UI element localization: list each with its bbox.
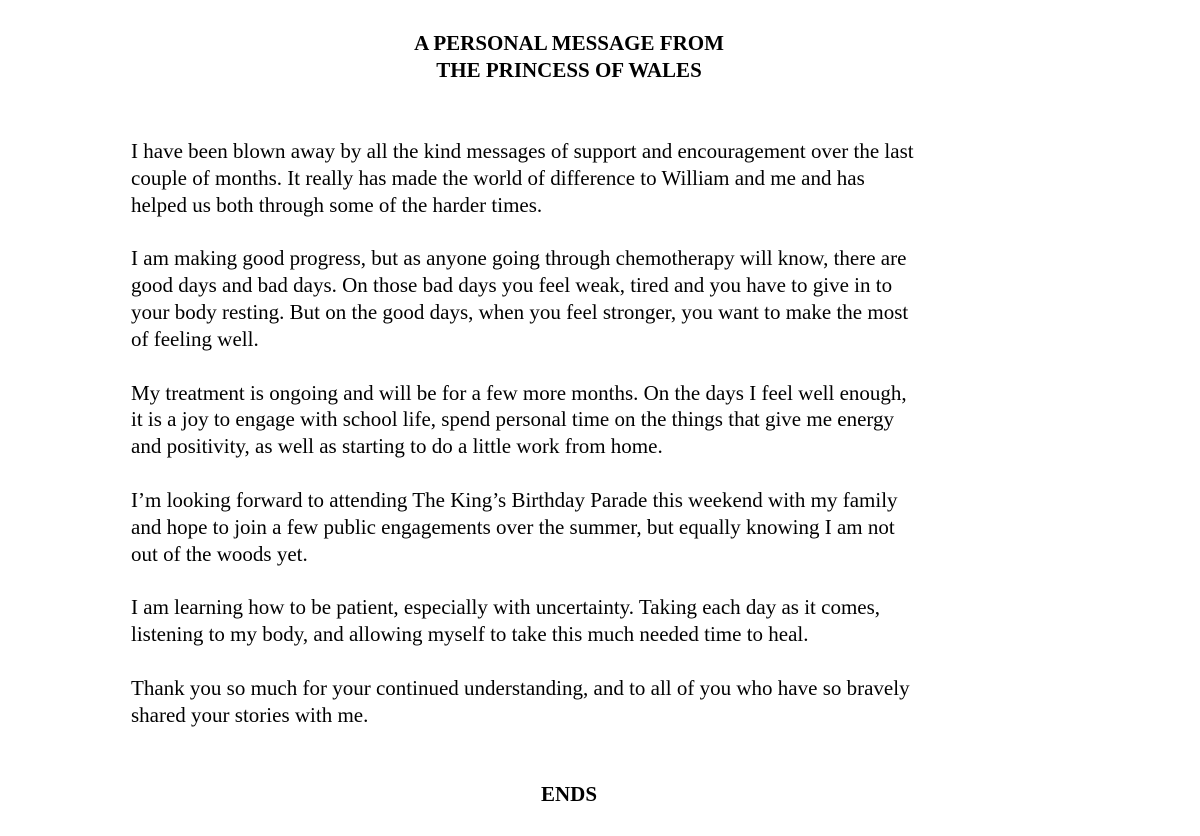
text-line: shared your stories with me. [131, 702, 369, 727]
document-title [0, 30, 1138, 84]
message-body [131, 138, 1011, 756]
text-line: and positivity, as well as starting to do a little work from home. [131, 434, 663, 459]
text-line: I’m looking forward to attending The King’s Birthday Parade this weekend with my family [131, 487, 898, 512]
text-line: your body resting. But on the good days, when you feel stronger, you want to make the most [131, 299, 909, 324]
text-line: I am making good progress, but as anyone going through chemotherapy will know, there are [131, 246, 907, 271]
text-line: of feeling well. [131, 326, 259, 351]
text-line: good days and bad days. On those bad days you feel weak, tired and you have to give in to [131, 273, 893, 298]
text-line: helped us both through some of the harder times. [131, 192, 543, 217]
text-line: out of the woods yet. [131, 541, 308, 566]
text-line: couple of months. It really has made the world of difference to William and me and has [131, 165, 865, 190]
text-line: and hope to join a few public engagements over the summer, but equally knowing I am not [131, 514, 895, 539]
paragraph-4 [131, 487, 1011, 567]
paragraph-6 [131, 675, 1011, 729]
title-line: A PERSONAL MESSAGE FROM [414, 31, 724, 55]
text-line: it is a joy to engage with school life, spend personal time on the things that give me energy [131, 407, 895, 432]
text-line: Thank you so much for your continued understanding, and to all of you who have so bravely [131, 675, 910, 700]
ends-marker: ENDS [540, 782, 598, 806]
paragraph-3 [131, 380, 1011, 460]
title-line: THE PRINCESS OF WALES [436, 58, 702, 82]
text-line: I am learning how to be patient, especially with uncertainty. Taking each day as it comes, [131, 595, 881, 620]
paragraph-1 [131, 138, 1011, 218]
text-line: I have been blown away by all the kind messages of support and encouragement over the last [131, 139, 914, 163]
text-line: My treatment is ongoing and will be for a few more months. On the days I feel well enough, [131, 380, 907, 405]
paragraph-2 [131, 245, 1011, 352]
text-line: listening to my body, and allowing myself to take this much needed time to heal. [131, 622, 809, 647]
paragraph-5 [131, 594, 1011, 648]
